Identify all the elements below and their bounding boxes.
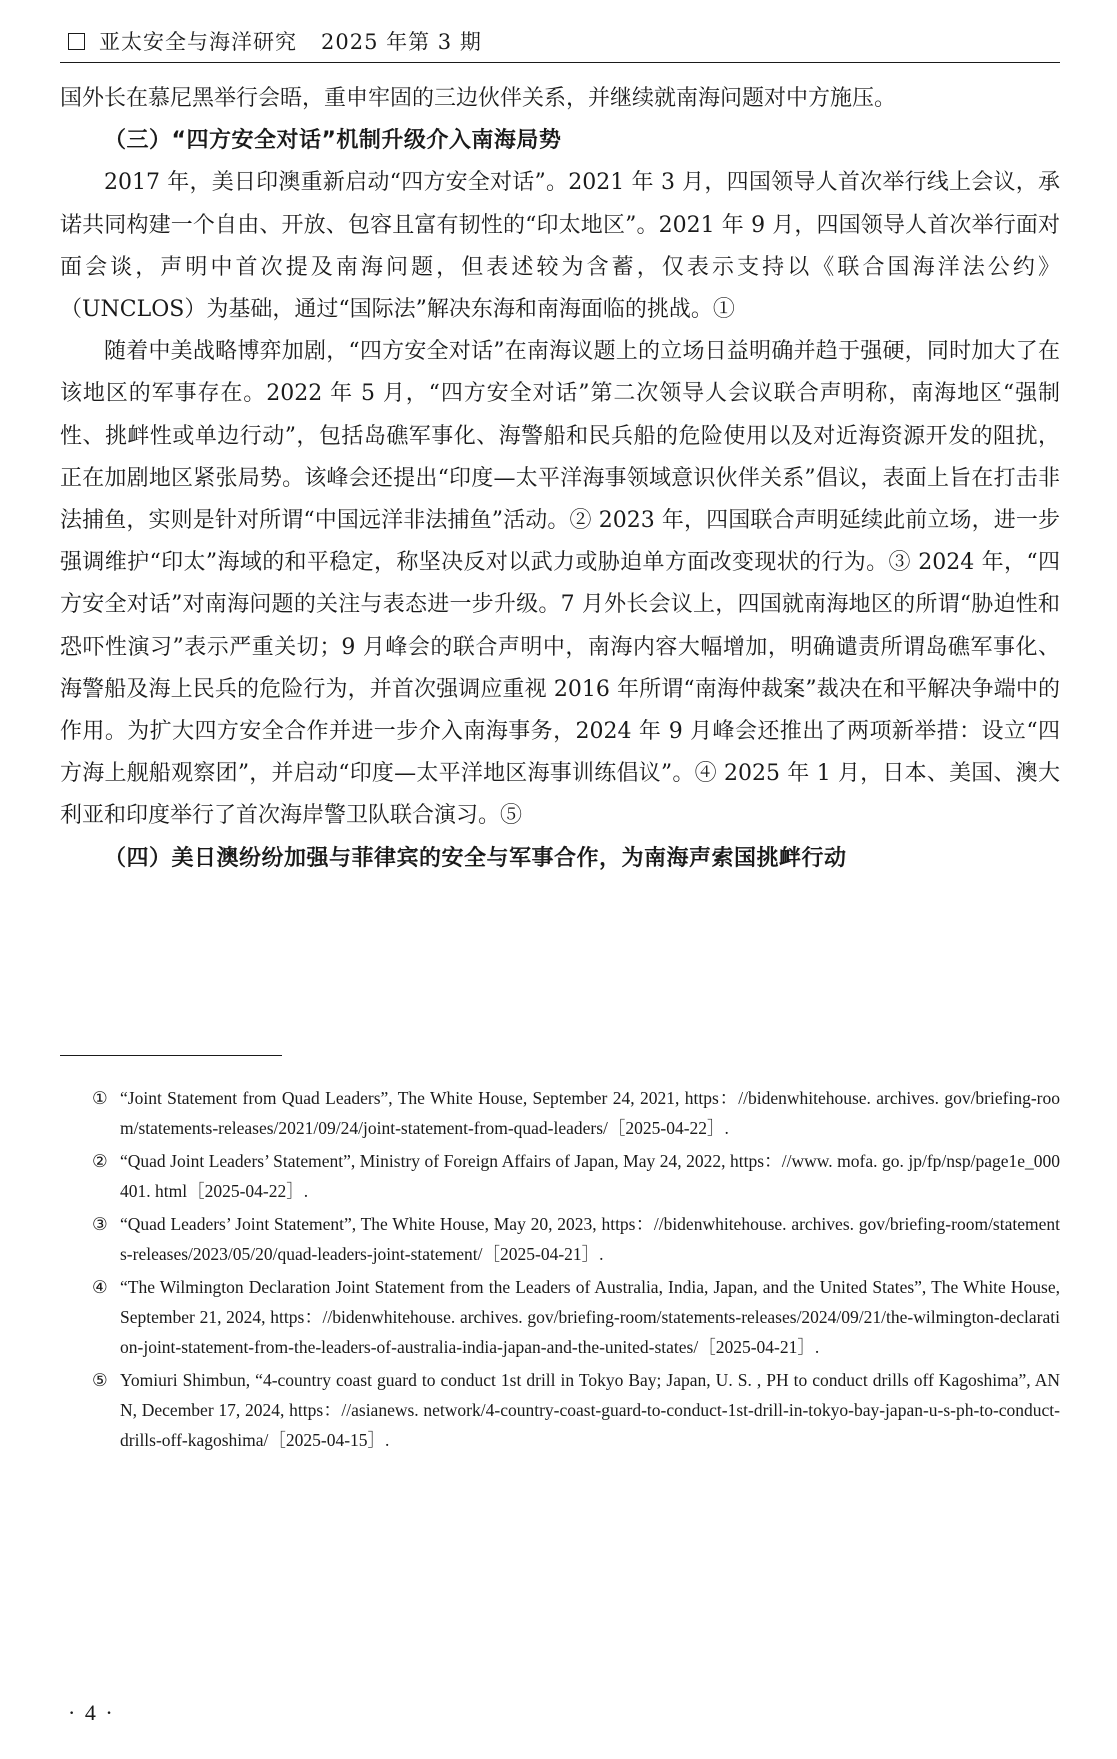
footnote-marker: ④: [92, 1277, 108, 1297]
header-divider: [60, 62, 1060, 63]
paragraph: 随着中美战略博弈加剧，“四方安全对话”在南海议题上的立场日益明确并趋于强硬，同时加大了在该地区的军事存在。2022 年 5 月，“四方安全对话”第二次领导人会议联合声明称，南海地区“强制性、挑衅性或单边行动”，包括岛礁军事化、海警船和民兵船的危险使用以及对近海资源开发的阻扰，正在加剧地区紧张局势。该峰会还提出“印度—太平洋海事领域意识伙伴关系”倡议，表面上旨在打击非法捕鱼，实则是针对所谓“中国远洋非法捕鱼”活动。② 2023 年，四国联合声明延续此前立场，进一步强调维护“印太”海域的和平稳定，称坚决反对以武力或胁迫单方面改变现状的行为。③ 2024 年，“四方安全对话”对南海问题的关注与表态进一步升级。7 月外长会议上，四国就南海地区的所谓“胁迫性和恐吓性演习”表示严重关切；9 月峰会的联合声明中，南海内容大幅增加，明确谴责所谓岛礁军事化、海警船及海上民兵的危险行为，并首次强调应重视 2016 年所谓“南海仲裁案”裁决在和平解决争端中的作用。为扩大四方安全合作并进一步介入南海事务，2024 年 9 月峰会还推出了两项新举措：设立“四方海上舰船观察团”，并启动“印度—太平洋地区海事训练倡议”。④ 2025 年 1 月，日本、美国、澳大利亚和印度举行了首次海岸警卫队联合演习。⑤: [60, 339, 1060, 829]
footnote: [60, 1365, 1060, 1455]
footnote-text: “Quad Joint Leaders’ Statement”, Ministry of Foreign Affairs of Japan, May 24, 2022, https：//www. mofa. go. jp/fp/nsp/page1e_000401. html［2025-04-22］.: [120, 1151, 1060, 1201]
header-square-icon: [68, 33, 85, 50]
footnote: [60, 1083, 1060, 1143]
footnotes: [60, 1083, 1060, 1458]
footnote-marker: ①: [92, 1088, 108, 1108]
footnote-marker: ③: [92, 1214, 108, 1234]
paragraph-continued: 国外长在慕尼黑举行会晤，重申牢固的三边伙伴关系，并继续就南海问题对中方施压。: [60, 86, 897, 111]
footnote-text: Yomiuri Shimbun, “4-country coast guard to conduct 1st drill in Tokyo Bay; Japan, U. S. , PH to conduct drills off Kagoshima”, ANN, December 17, 2024, https：//asianews. network/4-country-coast-guard-to-conduct-1st-drill-in-tokyo-bay-japan-u-s-ph-to-conduct-drills-off-kagoshima/［2025-04-15］.: [120, 1370, 1060, 1450]
footnote-text: “The Wilmington Declaration Joint Statement from the Leaders of Australia, India, Japan, and the United States”, The White House, September 21, 2024, https：//bidenwhitehouse. archives. gov/briefing-room/statements-releases/2024/09/21/the-wilmington-declaration-joint-statement-from-the-leaders-of-australia-india-japan-and-the-united-states/［2025-04-21］.: [120, 1277, 1060, 1357]
section-heading-3: （三）“四方安全对话”机制升级介入南海局势: [104, 128, 562, 154]
footnote-text: “Quad Leaders’ Joint Statement”, The White House, May 20, 2023, https：//bidenwhitehouse. archives. gov/briefing-room/statements-releases/2023/05/20/quad-leaders-joint-statement/［2025-04-21］.: [120, 1214, 1060, 1264]
footnote-divider: [60, 1055, 282, 1056]
page-number: · 4 ·: [68, 1700, 115, 1725]
footnote: [60, 1209, 1060, 1269]
footnote: [60, 1146, 1060, 1206]
footnote: [60, 1272, 1060, 1362]
paragraph: 2017 年，美日印澳重新启动“四方安全对话”。2021 年 3 月，四国领导人首次举行线上会议，承诺共同构建一个自由、开放、包容且富有韧性的“印太地区”。2021 年 9 月，四国领导人首次举行面对面会谈，声明中首次提及南海问题，但表述较为含蓄，仅表示支持以《联合国海洋法公约》（UNCLOS）为基础，通过“国际法”解决东海和南海面临的挑战。①: [60, 170, 1060, 323]
issue-label: 2025 年第 3 期: [321, 30, 482, 54]
journal-title: 亚太安全与海洋研究: [99, 30, 297, 54]
page: [60, 0, 1060, 1759]
footnote-marker: ⑤: [92, 1370, 108, 1390]
article-body: [60, 78, 1060, 880]
section-heading-4: （四）美日澳纷纷加强与菲律宾的安全与军事合作，为南海声索国挑衅行动: [104, 845, 847, 871]
running-header: [60, 22, 1060, 60]
footnote-text: “Joint Statement from Quad Leaders”, The White House, September 24, 2021, https：//bidenwhitehouse. archives. gov/briefing-room/statements-releases/2021/09/24/joint-statement-from-quad-leaders/［2025-04-22］.: [120, 1088, 1060, 1138]
footnote-marker: ②: [92, 1151, 108, 1171]
